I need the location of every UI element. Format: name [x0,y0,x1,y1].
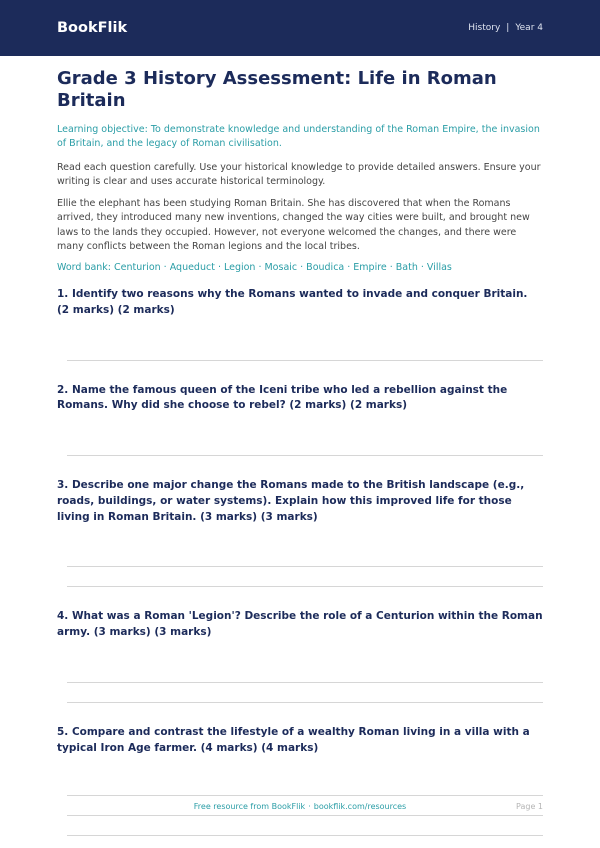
answer-area[interactable] [57,436,543,456]
word-bank [57,262,543,273]
word-bank-separator: · [300,262,304,274]
header-separator: | [506,23,510,33]
instructions-paragraph: Read each question carefully. Use your historical knowledge to provide detailed answers. Ensure your writing is clear and uses accurate historical terminology. [57,161,541,187]
word-bank-item: Bath [395,262,418,274]
footer-source: Free resource from BookFlik [193,802,306,811]
answer-line[interactable] [67,547,543,567]
answer-line[interactable] [67,683,543,703]
page-footer [0,802,600,816]
answer-area[interactable] [57,663,543,703]
word-bank-separator: · [163,262,167,274]
answer-line[interactable] [67,776,543,796]
question-text: 3. Describe one major change the Romans made to the British landscape (e.g., roads, buildings, or water systems). Explain how this improved life for those living in Roman Britain. (3 marks) (3 marks) [57,479,525,523]
footer-separator: · [308,802,311,811]
question-text: 1. Identify two reasons why the Romans wanted to invade and conquer Britain. (2 marks) (2 marks) [57,288,528,316]
word-bank-item: Mosaic [264,262,298,274]
question-5 [57,725,543,848]
word-bank-item: Villas [426,262,452,274]
word-bank-item: Legion [223,262,256,274]
question-1 [57,287,543,361]
header-subject: History [468,23,501,33]
answer-area[interactable] [57,547,543,587]
question-text: 4. What was a Roman 'Legion'? Describe the role of a Centurion within the Roman army. (3 marks) (3 marks) [57,610,543,639]
question-text: 2. Name the famous queen of the Iceni tribe who led a rebellion against the Romans. Why did she choose to rebel? (2 marks) (2 marks) [57,383,508,412]
word-bank-label: Word bank: [57,262,112,274]
footer-credit [0,802,600,811]
header-year: Year 4 [515,23,543,33]
word-bank-item: Centurion [114,262,161,274]
answer-line[interactable] [67,567,543,587]
brand-logo-text[interactable]: BookFlik [57,20,128,36]
worksheet-content [0,56,600,848]
word-bank-separator: · [258,262,262,274]
word-bank-item: Boudica [306,262,345,274]
footer-url-link[interactable]: bookflik.com/resources [313,802,407,811]
question-text: 5. Compare and contrast the lifestyle of a wealthy Roman living in a villa with a typical Iron Age farmer. (4 marks) (4 marks) [57,725,530,754]
word-bank-separator: · [347,262,351,274]
answer-line[interactable] [67,816,543,836]
answer-line[interactable] [67,663,543,683]
scenario-paragraph: Ellie the elephant has been studying Roman Britain. She has discovered that when the Romans arrived, they introduced many new inventions, changed the way cities were built, and brought new laws to the lands they occupied. However, not everyone welcomed the changes, and there were many conflicts between the Roman legions and the local tribes. [57,198,530,252]
word-bank-separator: · [389,262,393,274]
answer-line[interactable] [67,836,543,848]
question-2 [57,383,543,457]
header-meta [468,23,543,33]
word-bank-item: Aqueduct [169,262,215,274]
question-3 [57,478,543,587]
answer-line[interactable] [67,341,543,361]
answer-area[interactable] [57,341,543,361]
question-4 [57,609,543,703]
word-bank-separator: · [217,262,221,274]
page-number: Page 1 [516,802,543,811]
word-bank-item: Empire [353,262,387,274]
learning-objective: Learning objective: To demonstrate knowledge and understanding of the Roman Empire, the invasion of Britain, and the legacy of Roman civilisation. [57,124,540,149]
page-title: Grade 3 History Assessment: Life in Roman Britain [57,68,497,111]
word-bank-separator: · [420,262,424,274]
page-header [0,0,600,56]
answer-line[interactable] [67,436,543,456]
